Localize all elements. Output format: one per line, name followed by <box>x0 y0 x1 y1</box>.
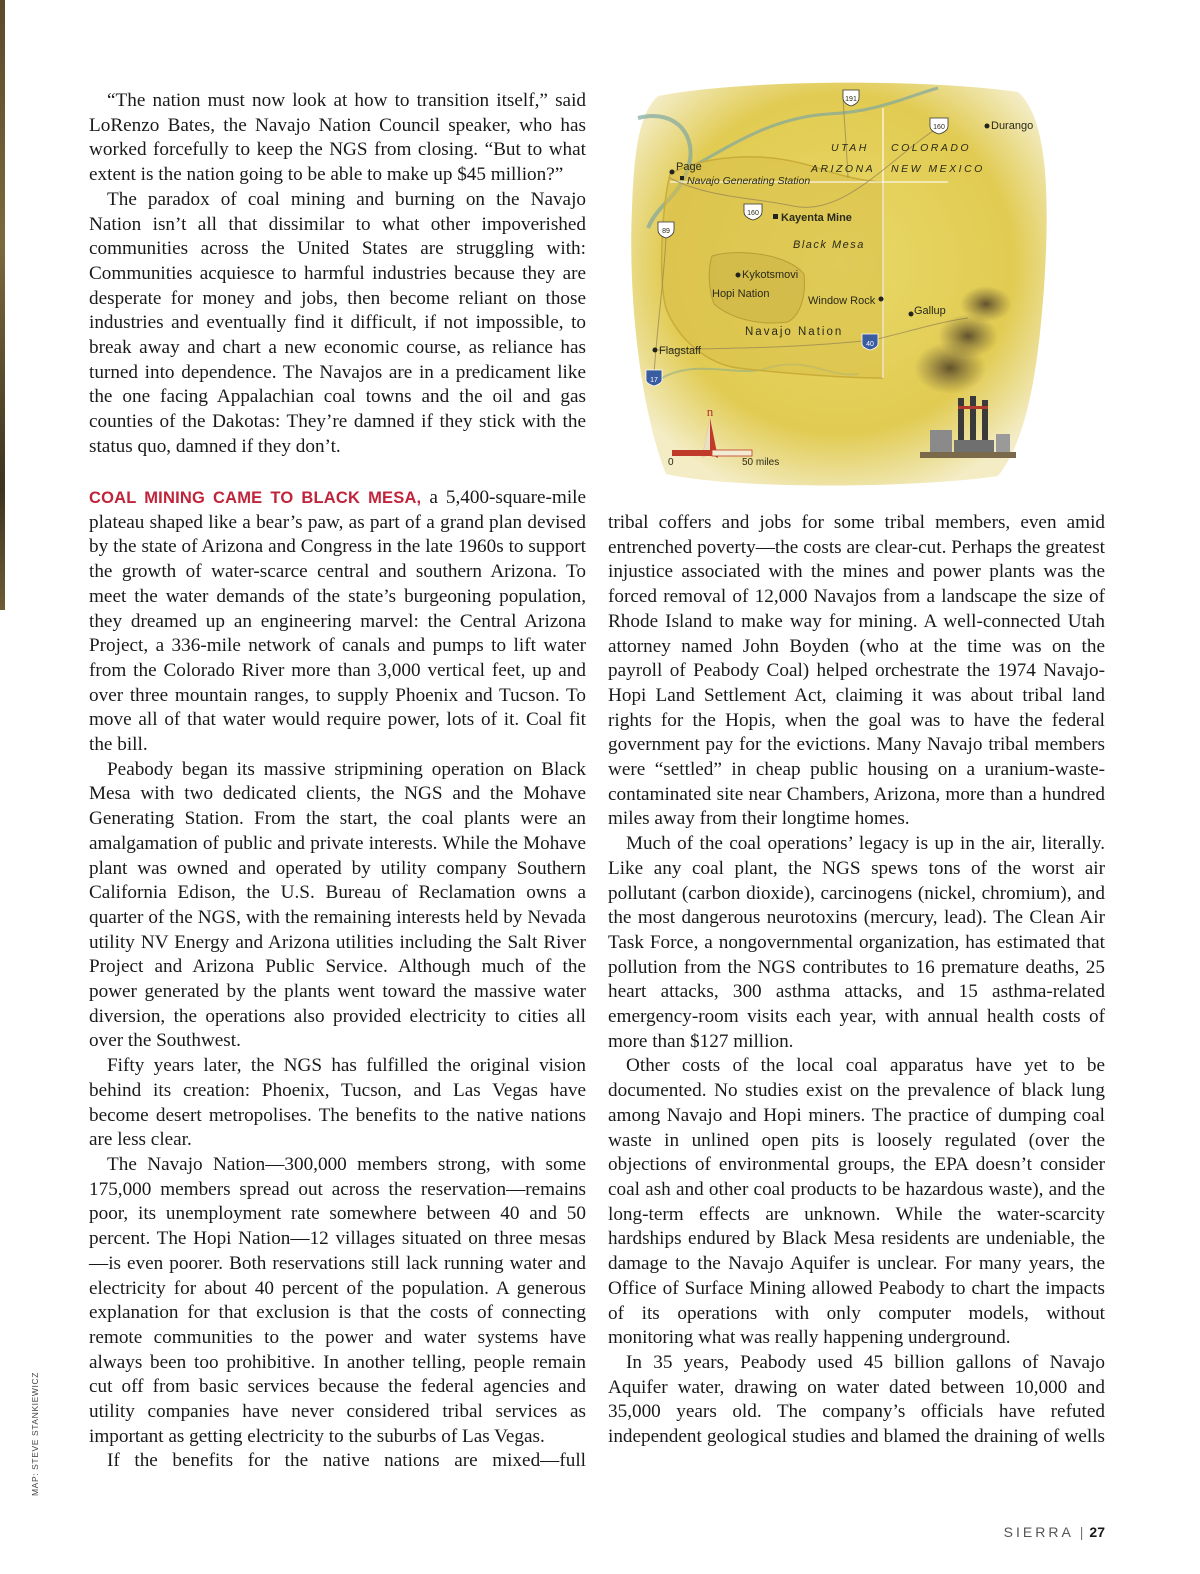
label-black-mesa: Black Mesa <box>793 239 865 251</box>
paragraph-continued: tribal coffers and jobs for some tribal members, even amid entrenched poverty—the costs are clear-cut. Perhaps the greatest injustice associated with the mines and power plants was the forced removal of 12,000 Navajos from a landscape the size of Rhode Island to make way for mining. A well-connected Utah attorney named John Boyden (who at the time was on the payroll of Peabody Coal) helped orchestrate the 1974 Navajo-Hopi Land Settlement Act, claiming it was about tribal land rights for the Hopis, when the goal was to have the federal government pay for the evictions. Many Navajo tribal members were “settled” in cheap public housing on a uranium-waste-contaminated site near Chambers, Arizona, more than a hundred miles away from their longtime homes. <box>608 512 1105 830</box>
article-column-bottom-left <box>89 486 586 1474</box>
label-page: Page <box>676 161 702 173</box>
label-kykotsmovi: Kykotsmovi <box>742 269 799 281</box>
label-ngs: Navajo Generating Station <box>687 175 811 187</box>
paragraph: “The nation must now look at how to transition itself,” said LoRenzo Bates, the Navajo Nation Council speaker, who has worked forcefully to keep the NGS from closing. “But to what extent is the nation going to be able to make up $45 million?” <box>89 90 586 186</box>
label-navajo: Navajo Nation <box>745 326 844 338</box>
section-opening-paragraph <box>89 486 586 758</box>
map-credit: MAP: STEVE STANKIEWICZ <box>30 1371 40 1496</box>
paragraph: Peabody began its massive stripmining operation on Black Mesa with two dedicated clients, the NGS and the Mohave Generating Station. From the start, the coal plants were an amalgamation of public and private interests. While the Mohave plant was owned and operated by utility company Southern California Edison, the U.S. Bureau of Reclamation owns a quarter of the NGS, with the remaining interests held by Nevada utility NV Energy and Arizona utilities including the Salt River Project and Arizona Public Service. Although much of the power generated by the plants went toward the massive water diversion, the operations also provided electricity to cities all over the Southwest. <box>89 758 586 1052</box>
scale-distance: 50 miles <box>742 457 780 468</box>
paragraph: Fifty years later, the NGS has fulfilled the original vision behind its creation: Phoenix, Tucson, and Las Vegas have become desert metropolises. The benefits to the native nations are less clear. <box>89 1055 586 1151</box>
scale-zero: 0 <box>668 457 674 468</box>
label-gallup: Gallup <box>914 305 946 317</box>
paragraph: Much of the coal operations’ legacy is up in the air, literally. Like any coal plant, the NGS spews tons of the worst air pollutant (carbon dioxide), carcinogens (nickel, chromium), and the most dangerous neurotoxins (mercury, lead). The Clean Air Task Force, a nongovernmental organization, has estimated that pollution from the NGS contributes to 16 premature deaths, 25 heart attacks, 300 asthma attacks, and 15 asthma-related emergency-room visits each year, with annual health costs of more than $127 million. <box>608 833 1105 1052</box>
label-hopi: Hopi Nation <box>712 288 770 300</box>
label-flagstaff: Flagstaff <box>659 345 701 357</box>
svg-text:191: 191 <box>845 96 857 103</box>
paragraph: Other costs of the local coal apparatus have yet to be documented. No studies exist on the prevalence of black lung among Navajo and Hopi miners. The practice of dumping coal waste in unlined open pits is loosely regulated (over the objections of environmental groups, the EPA doesn’t consider coal ash and other coal products to be hazardous waste), and the long-term effects are unknown. While the water-scarcity hardships endured by Black Mesa residents are undeniable, the damage to the Navajo Aquifer is unclear. For many years, the Office of Surface Mining allowed Peabody to chart the impacts of its operations with only computer models, without monitoring what was really happening underground. <box>608 1055 1105 1349</box>
page-number: 27 <box>1089 1524 1105 1540</box>
marker-page <box>670 170 675 175</box>
paragraph: The Navajo Nation—300,000 members strong, with some 175,000 members spread out across the reservation—remains poor, its unemployment rate somewhere between 40 and 50 percent. The Hopi Nation—12 villages situated on three mesas—is even poorer. Both reservations still lack running water and electricity for about 40 percent of the population. A generous explanation for that exclusion is that the costs of connecting remote communities to the power and water systems have always been too prohibitive. In another telling, people remain cut off from basic services because the federal agencies and utility companies have never considered tribal services as important as getting electricity to the suburbs of Las Vegas. <box>89 1153 586 1447</box>
label-colorado: COLORADO <box>891 142 972 154</box>
marker-kayenta <box>773 214 778 219</box>
marker-gallup <box>909 312 914 317</box>
paragraph: The paradox of coal mining and burning on the Navajo Nation isn’t all that dissimilar to what other impoverished communities across the United States are struggling with: Communities acquiesce to harmful industries because they are desperate for money and jobs, then become reliant on those industries and eventually find it difficult, if not impossible, to break away and chart a new economic course, as reliance has turned into dependence. The Navajos are in a predicament like the one facing Appalachian coal towns and the oil and gas counties of the Dakotas: They’re damned if they stick with the status quo, damned if they don’t. <box>89 188 586 457</box>
page-footer <box>1004 1524 1105 1540</box>
article-column-top-left <box>89 89 586 460</box>
label-durango: Durango <box>991 120 1034 132</box>
marker-flagstaff <box>653 348 658 353</box>
label-arizona: ARIZONA <box>811 163 876 175</box>
article-column-bottom-right <box>608 511 1105 1450</box>
label-utah: UTAH <box>831 142 869 154</box>
marker-durango <box>985 124 990 129</box>
svg-text:40: 40 <box>866 341 874 348</box>
magazine-name: SIERRA <box>1003 1524 1074 1540</box>
svg-text:89: 89 <box>662 228 670 235</box>
label-window-rock: Window Rock <box>808 295 876 307</box>
marker-window-rock <box>879 297 884 302</box>
map-illustration <box>618 78 1054 490</box>
paragraph-text: a 5,400-square-mile plateau shaped like a bear’s paw, as part of a grand plan devised by the state of Arizona and Congress in the late 1960s to support the growth of water-scarce central and southern Arizona. To meet the water demands of the state’s burgeoning population, they dreamed up an engineering marvel: the Central Arizona Project, a 336-mile network of canals and pumps to lift water from the Colorado River more than 3,000 vertical feet, up and over three mountain ranges, to supply Phoenix and Tucson. To move all of that water would require power, lots of it. Coal fit the bill. <box>89 487 587 756</box>
svg-text:n: n <box>706 404 714 419</box>
svg-text:160: 160 <box>933 124 945 131</box>
folio-separator: | <box>1079 1524 1084 1540</box>
navajo-region-map <box>618 78 1054 490</box>
label-kayenta: Kayenta Mine <box>781 212 852 224</box>
svg-text:160: 160 <box>747 210 759 217</box>
section-lead-in: COAL MINING CAME TO BLACK MESA, <box>89 489 422 507</box>
paragraph: If the benefits for the native nations are mixed—full <box>107 1450 586 1472</box>
route-shield-17 <box>646 370 662 386</box>
smoke-plume <box>960 286 1012 322</box>
paragraph: In 35 years, Peabody used 45 billion gallons of Navajo Aquifer water, drawing on water dated between 10,000 and 35,000 years old. The company’s officials have refuted independent geological studies and blamed the draining of wells <box>608 1351 1105 1448</box>
route-shield-40 <box>862 334 878 350</box>
label-new-mexico: NEW MEXICO <box>891 163 985 175</box>
marker-ngs <box>680 176 684 180</box>
marker-kykotsmovi <box>736 273 741 278</box>
page-edge-photo-strip <box>0 0 5 610</box>
svg-text:17: 17 <box>650 377 658 384</box>
